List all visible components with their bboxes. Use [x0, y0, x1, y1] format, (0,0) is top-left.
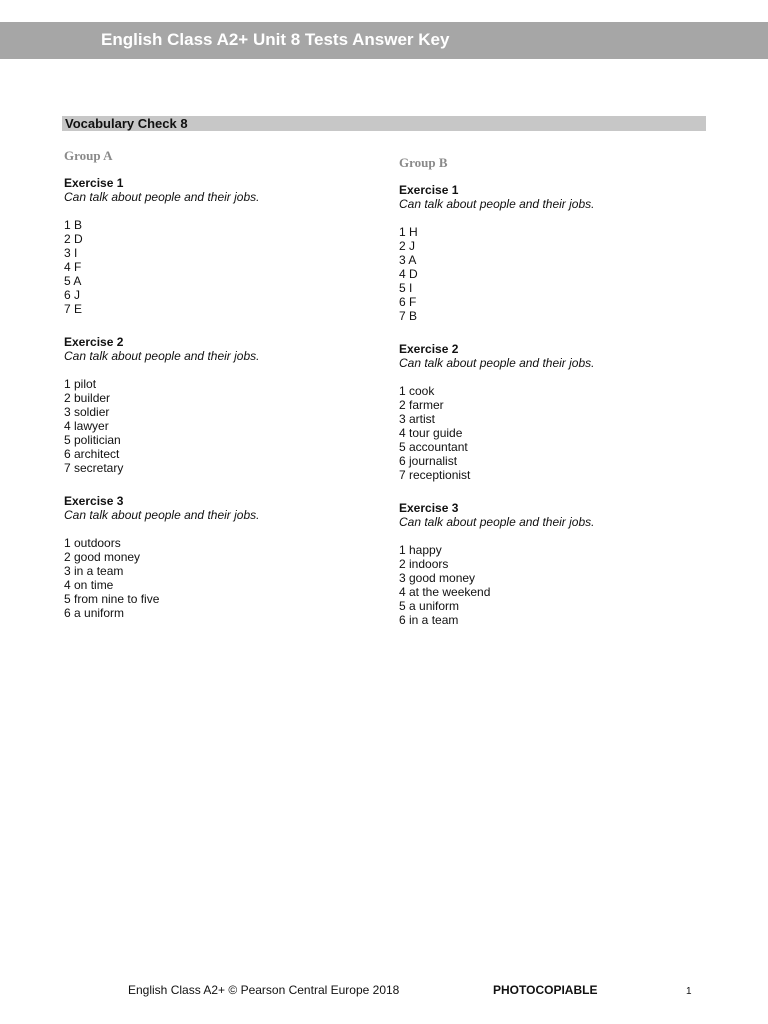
answer-item: 1 pilot [64, 377, 97, 391]
answer-item: 2 good money [64, 550, 141, 564]
answer-item: 1 happy [399, 543, 442, 557]
exercise-subtitle: Can talk about people and their jobs. [64, 189, 260, 204]
exercise-block [64, 495, 364, 620]
exercise-block [399, 184, 699, 323]
answer-item: 4 tour guide [399, 426, 463, 440]
answer-item: 4 at the weekend [399, 585, 491, 599]
answer-item: 6 F [399, 295, 417, 309]
answer-item: 7 receptionist [399, 468, 471, 482]
footer-copyright: English Class A2+ © Pearson Central Europe 2018 [128, 983, 400, 997]
answer-list [399, 384, 699, 482]
page-number: 1 [686, 986, 692, 997]
exercise-title: Exercise 3 [64, 494, 124, 508]
answer-item: 7 secretary [64, 461, 124, 475]
exercise-block [399, 502, 699, 627]
exercise-title: Exercise 2 [64, 335, 124, 349]
exercise-subtitle: Can talk about people and their jobs. [64, 507, 260, 522]
exercise-subtitle: Can talk about people and their jobs. [399, 514, 595, 529]
answer-item: 1 B [64, 218, 83, 232]
answer-item: 3 in a team [64, 564, 124, 578]
exercise-block [64, 177, 364, 316]
answer-item: 2 farmer [399, 398, 444, 412]
answer-item: 6 in a team [399, 613, 459, 627]
answer-item: 1 cook [399, 384, 435, 398]
answer-list [399, 225, 699, 323]
answer-item: 1 H [399, 225, 418, 239]
answer-item: 2 builder [64, 391, 111, 405]
exercise-title: Exercise 3 [399, 501, 459, 515]
answer-item: 5 from nine to five [64, 592, 160, 606]
answer-item: 6 journalist [399, 454, 458, 468]
answer-list [399, 543, 699, 627]
exercise-title: Exercise 1 [399, 183, 459, 197]
answer-item: 4 F [64, 260, 82, 274]
answer-item: 2 indoors [399, 557, 449, 571]
answer-item: 6 a uniform [64, 606, 125, 620]
exercise-title: Exercise 2 [399, 342, 459, 356]
answer-list [64, 377, 364, 475]
exercise-title: Exercise 1 [64, 176, 124, 190]
answer-item: 1 outdoors [64, 536, 121, 550]
answer-item: 6 J [64, 288, 81, 302]
exercise-subtitle: Can talk about people and their jobs. [399, 355, 595, 370]
answer-item: 6 architect [64, 447, 120, 461]
answer-list [64, 218, 364, 316]
answer-item: 4 on time [64, 578, 114, 592]
answer-item: 3 artist [399, 412, 436, 426]
answer-item: 2 J [399, 239, 416, 253]
group-b-column [399, 156, 699, 647]
answer-item: 4 lawyer [64, 419, 109, 433]
group-title: Group A [64, 148, 113, 163]
answer-item: 7 B [399, 309, 418, 323]
answer-item: 5 politician [64, 433, 121, 447]
answer-item: 5 accountant [399, 440, 468, 454]
section-bar [62, 116, 706, 131]
group-a-column [64, 149, 364, 640]
exercise-block [399, 343, 699, 482]
answer-item: 3 I [64, 246, 78, 260]
section-title: Vocabulary Check 8 [65, 116, 188, 131]
answer-item: 5 A [64, 274, 82, 288]
answer-item: 3 soldier [64, 405, 110, 419]
header-bar [0, 22, 768, 59]
answer-item: 5 a uniform [399, 599, 460, 613]
answer-list [64, 536, 364, 620]
exercise-subtitle: Can talk about people and their jobs. [399, 196, 595, 211]
exercise-block [64, 336, 364, 475]
answer-item: 4 D [399, 267, 418, 281]
group-title: Group B [399, 155, 448, 170]
answer-item: 3 A [399, 253, 417, 267]
footer-photocopiable: PHOTOCOPIABLE [493, 983, 598, 997]
answer-item: 2 D [64, 232, 83, 246]
answer-item: 5 I [399, 281, 413, 295]
answer-item: 7 E [64, 302, 83, 316]
page-title: English Class A2+ Unit 8 Tests Answer Key [101, 30, 450, 49]
answer-item: 3 good money [399, 571, 476, 585]
exercise-subtitle: Can talk about people and their jobs. [64, 348, 260, 363]
